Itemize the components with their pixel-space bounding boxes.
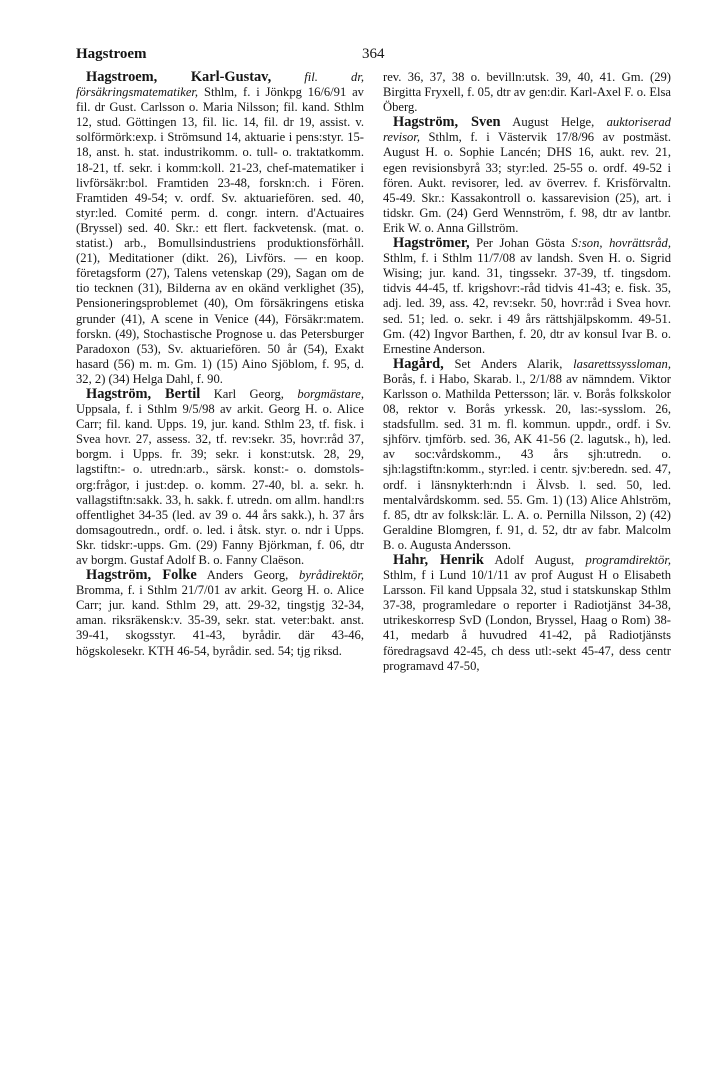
entry-given-names: Adolf August, — [494, 553, 575, 567]
entry-given-names: Per Johan Gösta — [476, 236, 565, 251]
entry-title: lasarettssyssloman, — [573, 356, 671, 371]
entry-hagstrom-folke — [76, 568, 364, 659]
entry-given-names: Anders Georg, — [206, 568, 289, 583]
entry-surname: Hagströmer, — [393, 235, 470, 252]
entry-text: Sthlm, f. i Sthlm 11/7/08 av landsh. Sven H. o. Sigrid Wising; jur. kand. 31, tingssekr. 37-39, tf. tingsdom. tidvis 44-45, tf. krigshovr:-råd tidvis 41-43; e. fisk. 35, adj. led. 39, ass. 42, rev:sekr. 50, hovr:råd i Svea hovr. sed. 51; led. o. sekr. i 49 års rättshjälpskomm. 49-51. Gm. (42) Ingvor Barthen, f. 20, dtr av konsul Ivar B. o. Ernestine Anderson. — [383, 251, 671, 356]
entry-text: rev. 36, 37, 38 o. bevilln:utsk. 39, 40, 41. Gm. (29) Birgitta Fryxell, f. 05, dtr av gen:dir. Karl-Axel F. o. Elsa Öberg. — [383, 70, 671, 115]
entry-continuation — [383, 70, 671, 115]
entry-text: Sthlm, f. i Jönkpg 16/6/91 av fil. dr Gust. Carlsson o. Maria Nilsson; fil. kand. Sthlm 12, stud. Göttingen 13, fil. lic. 14, fil. dr 19, assist. v. solförmörk:exp. i Strömsund 14, aktuarie i pens:styr. 15-18, anst. h. stat. industrikomm. o. tull- o. traktatkomm. 18-21, tf. sekr. i komm:koll. 21-23, chef-matematiker i livförsäkr:bol. Framtiden 23-48, forskn:ch. i Fören. Framtiden 49-54; v. ordf. Sv. aktuariefören. sed. 40, styr:led. Comité perm. d. congr. intern. d'Actuaires (Bryssel) sed. 40. Skr.: ett flert. fackvetensk. (mat. o. statist.) arb., Bomullsindustriens produktionsförhåll. (21), Meditationer (dikt. 26), Livförs. — en koop. företagsform (27), Talens vetenskap (29), Sagan om de tio tecknen (31), Bilderna av en okänd verklighet (35), Pensioneringsproblemet (40), Om försäkringens etiska grunder (41), A scene in Venice (44), Försäkr:matem. forskn. (49), Stochastische Prognose u. das Petersburger Paradoxon (53), Sv. aktuariefören. 50 år (54), Exakt hasard (56) m. m. Gm. 1) (15) Aino Sjöblom, f. 95, d. 32, 2) (34) Helga Dahl, f. 90. — [76, 85, 364, 386]
entry-title: borgmästare, — [297, 386, 365, 401]
entry-given-names: Karl Georg, — [213, 386, 284, 401]
entry-title: fil. dr, försäkringsmatematiker, — [76, 70, 364, 100]
entry-title: auktoriserad revisor, — [383, 115, 671, 145]
entry-text: Bromma, f. i Sthlm 21/7/01 av arkit. Georg H. o. Alice Carr; jur. kand. Sthlm 29, att. 29-32, tingstjg 32-34, aman. riksräkensk:v. 35-39, sekr. stat. veter:bakt. anst. 39-41, skogsstyr. 41-43, byrådir. där 43-46, högskolesekr. KTH 46-54, byrådir. sed. 54; tjg riksd. — [76, 583, 364, 658]
entry-hahr-henrik — [383, 553, 671, 674]
page-header — [76, 46, 639, 70]
entry-surname: Hahr, Henrik — [393, 552, 484, 568]
entry-text: Sthlm, f. i Västervik 17/8/96 av postmäst. August H. o. Sophie Lancén; DHS 16, aukt. rev. 21, egen revisionsbyrå 33; styr:led. 25-55 o. ordf. 49-52 i fören. Aukt. revisorer, led. av överrev. f. Krisförvaltn. 45-49. Skr.: Kassakontroll o. kassarevision (25), art. i tidskr. Gm. (24) Gerd Wennström, f. 98, dtr av lantbr. Erik W. o. Anna Gillström. — [383, 130, 671, 235]
entry-title: S:son, hovrättsråd, — [571, 236, 671, 251]
entry-surname: Hagård, — [393, 355, 444, 372]
entry-given-names: Set Anders Alarik, — [454, 356, 563, 371]
left-column — [76, 70, 364, 659]
page-number: 364 — [362, 46, 385, 62]
right-column — [383, 70, 671, 674]
entry-surname: Hagstroem, Karl-Gustav, — [86, 69, 272, 85]
entry-hagstrom-bertil — [76, 387, 364, 568]
entry-hagstroem-karl-gustav — [76, 70, 364, 387]
entry-title: byrådirektör, — [299, 568, 364, 583]
entry-text: Uppsala, f. i Sthlm 9/5/98 av arkit. Georg H. o. Alice Carr; fil. kand. Upps. 19, jur. kand. Sthlm 23, tf. fisk. i Svea hovr. 27, assess. 32, tf. rev:sekr. 35, hovr:råd 37, borgm. i Upps. fr. 39; sekr. i konst:utsk. 28, 29, lagstiftn:- o. utredn:arb., särsk. konst:- o. domstols-org:frågor, i just:dep. o. komm. 27-40, bl. a. sekr. h. vallagstiftn:sakk. 33, h. sakk. f. utredn. om allm. handl:rs offentlighet 34-35 (led. av 39 o. 44 års sakk.), h. 37 års domsagoutredn., ordf. o. led. i åtsk. styr. o. ndr i Upps. Skr. tidskr:-upps. Gm. (29) Fanny Björkman, f. 06, dtr av borgm. Gustaf Adolf B. o. Fanny Claëson. — [76, 402, 364, 567]
entry-text: Sthlm, f i Lund 10/1/11 av prof August H o Elisabeth Larsson. Fil kand Uppsala 32, stud i statskunskap Sthlm 37-38, programledare o reporter i Radiotjänst 34-38, utrikeskorresp SvD (London, Bryssel, Haag o Rom) 38-41, medarb å huvudred 41-42, på Radiotjänsts föredragsavd 42-45, ch dess utl:-sekt 45-47, dess centr programavd 47-50, — [383, 568, 671, 673]
entry-hagstromer-gosta — [383, 236, 671, 357]
entry-given-names: August Helge, — [512, 115, 595, 130]
entry-surname: Hagström, Sven — [393, 114, 501, 131]
running-head: Hagstroem — [76, 46, 147, 62]
entry-hagard-alarik — [383, 357, 671, 553]
entry-title: programdirektör, — [585, 553, 671, 567]
entry-text: Borås, f. i Habo, Skarab. l., 2/1/88 av nämndem. Viktor Karlsson o. Mathilda Pettersson; lär. v. Borås folkskolor 08, rektor v. Borås yrkessk. 20, las:-sysslom. 26, stadsfullm. sed. 31 m. fl. kommun. uppdr., ordf. i Sv. sjhförv. tjmförb. sed. 36, AK 41-56 (2. lagutsk., h), led. av soc:vårdskomm., 43 års sjh:utredn. o. sjh:lagstiftn:komm., styr:led. i centr. sjv:beredn. sed. 47, ordf. i länsnykterh:ndn i Älvsb. l. sed. 50, led. mentalvårdskomm. sed. 55. Gm. 1) (13) Alice Ahlström, f. 85, dtr av folksk:lär. L. A. o. Pernilla Nilsson, 2) (42) Geraldine Blomgren, f. 91, d. 52, dtr av fabr. Malcolm B. o. Augusta Andersson. — [383, 371, 671, 552]
entry-surname: Hagström, Bertil — [86, 385, 201, 402]
entry-surname: Hagström, Folke — [86, 567, 197, 584]
entry-hagstrom-sven — [383, 115, 671, 236]
